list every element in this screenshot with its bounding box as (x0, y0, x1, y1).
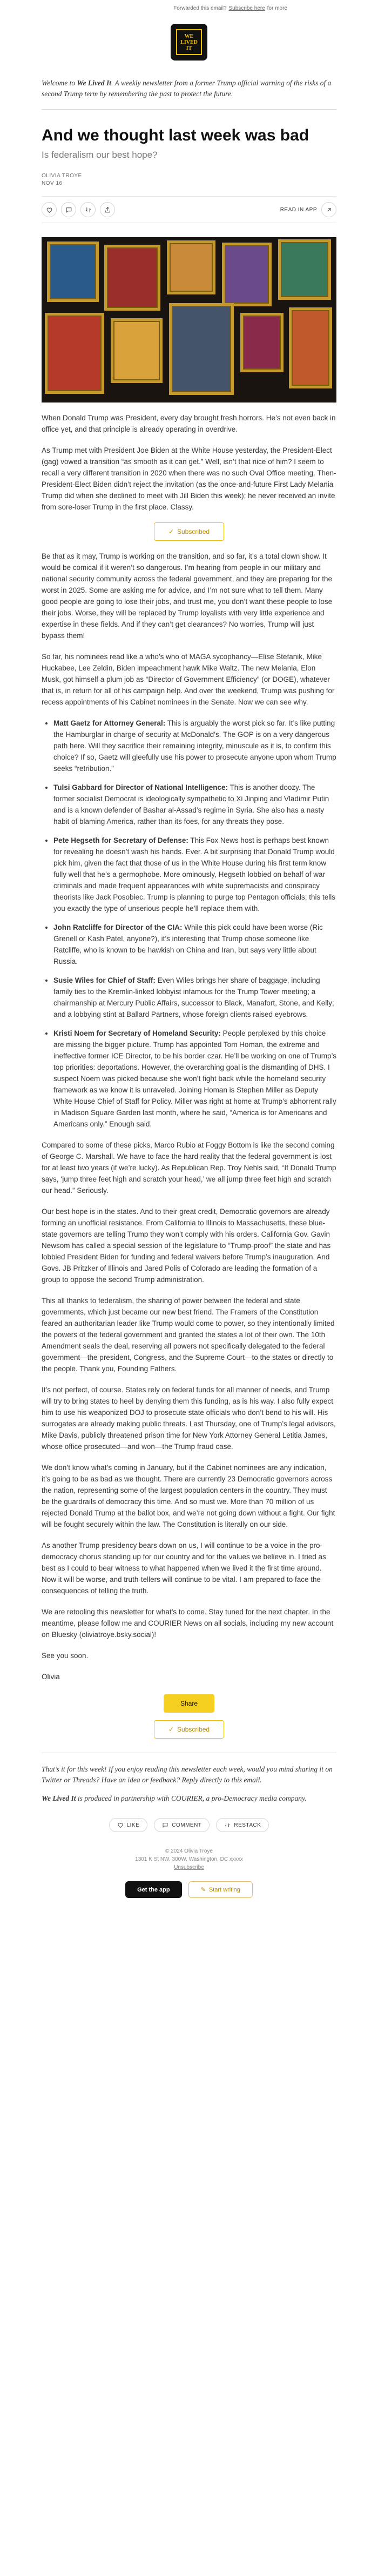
intro-brand: We Lived It (77, 79, 111, 87)
get-app-button[interactable] (125, 1881, 182, 1898)
portrait-frame (167, 240, 215, 294)
paragraph: Be that as it may, Trump is working on the transition, and so far, it’s a total clown show. It would be comical if it weren’t so dangerous. I’m hearing from people in our military and national security community across the federal government, and they are preparing for the worst in 2025. Some are asking me for advice, and I’m not sure what to tell them. Many good people are going to lose their jobs, and trust me, you don’t want these people to lose their jobs. Worse, they will be replaced by Trump loyalists with very little experience and expertise in these fields. And if they can’t get clearances? No worries, Trump will just bypass them! (42, 552, 333, 640)
signature: Olivia (42, 1673, 60, 1681)
list-item: • Tulsi Gabbard for Director of National Intelligence: This is another doozy. The former socialist Democrat is ideologically sympathetic to Xi Jinping and Vladimir Putin and is a known defender of Bashar al-Assad’s regime in Syria. She also has a nasty habit of blaming America, rather than its foes, for any threats they pose. (53, 782, 336, 827)
like-button[interactable] (42, 202, 57, 217)
paragraph: As another Trump presidency bears down on us, I will continue to be a voice in the pro-democracy chorus standing up for our country and for the values we believe in. I tried as best as I could to bear witness to what happened when we lived it the first time around. Now it will be worse, and truth-tellers will continue to be vital. I am prepared to face the consequences of telling the truth. (42, 1541, 326, 1595)
like-button-footer[interactable]: LIKE (109, 1818, 148, 1832)
outro-brand: We Lived It (42, 1794, 76, 1802)
comment-button[interactable] (61, 202, 76, 217)
address: 1301 K St NW, 300W, Washington, DC xxxxx (135, 1856, 243, 1862)
footer (42, 1847, 336, 1871)
paragraph: We are retooling this newsletter for what’s to come. Stay tuned for the next chapter. In the meantime, please follow me and COURIER News on all socials, including my new account on Bluesky (oliviatroye.bsky.social)! (42, 1608, 334, 1639)
share-cta-button[interactable] (164, 1694, 214, 1713)
post-subtitle: Is federalism our best hope? (42, 150, 158, 160)
outro-line: That’s it for this week! If you enjoy reading this newsletter each week, would you mind sharing it on Twitter or Threads? Have an idea or feedback? Reply directly to this email. (42, 1765, 333, 1784)
byline (42, 172, 336, 187)
portrait-frame (240, 313, 284, 372)
read-in-app[interactable] (280, 202, 336, 217)
share-cta-label: Share (180, 1700, 198, 1707)
comment-button-footer[interactable]: COMMENT (154, 1818, 210, 1832)
restack-button[interactable] (80, 202, 96, 217)
nominee-list (42, 717, 336, 1130)
paragraph: See you soon. (42, 1652, 89, 1660)
forward-text: Forwarded this email? (173, 5, 227, 11)
paragraph: When Donald Trump was President, every day brought fresh horrors. He’s not even back in office yet, and that principle is already operating in overdrive. (42, 414, 336, 433)
subscribed-button-bottom[interactable] (154, 1720, 224, 1739)
subscribed-label: Subscribed (177, 528, 210, 535)
start-writing-label: Start writing (208, 1886, 240, 1893)
app-row (42, 1881, 336, 1914)
nominee-name: Tulsi Gabbard for Director of National Intelligence: (53, 783, 228, 791)
paragraph: So far, his nominees read like a who’s who of MAGA sycophancy—Elise Stefanik, Mike Huckabee, Lee Zeldin, Biden impeachment hawk Mike Waltz. The new Melania, Elon Musk, got himself a plum job as “Director of Government Efficiency” (or DOGE), whatever that is, in return for all of his campaign help. And over the weekend, Trump was pushing for recess appointments of his Cabinet nominees in the Senate. Now we can see why. (42, 653, 335, 706)
paragraph: It’s not perfect, of course. States rely on federal funds for all manner of needs, and Trump will try to bring states to heel by denying them this funding, as is his way. I also fully expect him to use his weaponized DOJ to prosecute state officials who don’t bend to his will. His surrogates are already making public threats. Last Thursday, one of Trump’s legal advisors, Mike Davis, publicly threatened prison time for New York Attorney General Letitia James, whose office prosecuted—and won—the Trump fraud case. (42, 1386, 336, 1451)
paragraph: This all thanks to federalism, the sharing of power between the federal and state governments, which just became our new best friend. The Framers of the Constitution feared an authoritarian leader like Trump would come to power, so they intentionally limited the powers of the federal government and granted the states a lot of their own. The 10th Amendment seals the deal, reserving all powers not specifically delegated to the federal government—the president, Congress, and the Supreme Court—to the states or directly to the people. Thank you, Founding Fathers. (42, 1297, 335, 1373)
restack-icon (224, 1822, 231, 1828)
heart-icon (46, 206, 53, 213)
list-item: • Kristi Noem for Secretary of Homeland Security: People perplexed by this choice are missing the bigger picture. Trump has appointed Tom Homan, the extreme and ineffective former ICE Director, to be his border czar. He’ll be working on one of Trump’s top priorities: deportations. However, the overarching goal is the dismantling of DHS. I suspect Noem was picked because she won’t fight back while the homeland security framework as we know it is unraveled. Joining Homan is Stephen Miller as Deputy White House Chief of Staff for Policy. Miller was right at home at Trump’s abhorrent rally in Madison Square Garden last month, where he said, “America is for Americans and Americans only.” Enough said. (53, 1028, 336, 1130)
divider (42, 109, 336, 110)
portrait-frame (169, 303, 234, 395)
check-icon: ✓ (168, 1726, 174, 1733)
forward-suffix: for more (267, 5, 287, 11)
nominee-name: Matt Gaetz for Attorney General: (53, 719, 166, 727)
comment-icon (162, 1822, 168, 1828)
portrait-frame (45, 313, 104, 394)
portrait-frame (289, 307, 332, 388)
read-in-app-button[interactable] (321, 202, 336, 217)
list-item: • Susie Wiles for Chief of Staff: Even Wiles brings her share of baggage, including family ties to the Kremlin-linked lobbyist infamous for the Trump Tower meeting; a chairmanship at Mercury Public Affairs, successor to Black, Manafort, Stone, and Kelly; and a lobbying stint at Ballard Partners, whose foreign clients raised eyebrows. (53, 975, 336, 1020)
share-button[interactable] (100, 202, 115, 217)
paragraph: We don’t know what’s coming in January, but if the Cabinet nominees are any indication, it’s going to be as bad as we thought. There are currently 23 Democratic governors across the nation, representing some of the largest population centers in the country. They must be the guardrails of democracy this time. And so must we. More than 70 million of us rejected Donald Trump at the ballot box, and we’re not going down without a fight. Our fight will be fought securely within the law. The Constitution is literally on our side. (42, 1464, 335, 1528)
portrait-frame (278, 239, 331, 300)
author-name[interactable]: OLIVIA TROYE (42, 173, 82, 179)
post-actions (42, 196, 336, 223)
copyright: © 2024 Olivia Troye (165, 1848, 213, 1854)
nominee-name: Kristi Noem for Secretary of Homeland Security: (53, 1029, 221, 1037)
logo-mark: WE LIVED IT (176, 29, 202, 55)
nominee-name: Pete Hegseth for Secretary of Defense: (53, 836, 188, 844)
post-date: NOV 16 (42, 180, 63, 186)
portrait-frame (222, 243, 272, 306)
paragraph: Compared to some of these picks, Marco Rubio at Foggy Bottom is like the second coming of George C. Marshall. We have to face the hard reality that the federal government is lost for at least two years (if we’re lucky). As Republican Rep. Troy Nehls said, “If Donald Trump says, ‘jump three feet high and scratch your head,’ we all jump three feet high and scratch our head.” Seriously. (42, 1141, 336, 1195)
outro-credit: We Lived It is produced in partnership with COURIER, a pro-Democracy media company. (42, 1794, 307, 1802)
hero-image[interactable] (42, 237, 336, 403)
list-item: • Pete Hegseth for Secretary of Defense: This Fox News host is perhaps best known for revealing he doesn’t wash his hands. Ever. A bit surprising that Donald Trump would pick him, given the fact that those of us in the White House during his first term know fully well that he’s a germophobe. More ominously, Hegseth lobbied on behalf of war criminals and made frequent appearances with white supremacists and conspiracy theorists like Jack Posobiec. Trump is planning to purge top Pentagon officials; this tells you exactly the type of unserious people he’ll replace them with. (53, 835, 336, 914)
start-writing-button[interactable] (188, 1881, 253, 1898)
list-item: • John Ratcliffe for Director of the CIA: While this pick could have been worse (Ric Grenell or Kash Patel, anyone?), it’s interesting that Trump chose someone like Ratcliffe, who is known to be hawkish on China and Iran, but says very little about Russia. (53, 922, 336, 967)
post-title[interactable]: And we thought last week was bad (42, 126, 309, 144)
unsubscribe-link[interactable]: Unsubscribe (174, 1864, 204, 1870)
get-app-label: Get the app (137, 1886, 170, 1893)
pen-icon: ✎ (200, 1887, 206, 1893)
nominee-name: Susie Wiles for Chief of Staff: (53, 976, 156, 984)
restack-button-footer[interactable]: RESTACK (216, 1818, 269, 1832)
comment-icon (65, 206, 72, 213)
subscribed-button[interactable] (154, 522, 224, 541)
portrait-frame (111, 318, 163, 383)
outro-blurb (42, 1764, 336, 1804)
portrait-frame (47, 242, 99, 302)
heart-icon (117, 1822, 124, 1828)
read-in-app-label: READ IN APP (280, 206, 317, 213)
paragraph: Our best hope is in the states. And to their great credit, Democratic governors are already forming an unofficial resistance. From California to Illinois to Massachusetts, these blue-state governors are telling Trump they won’t comply with his orders. California Gov. Gavin Newsom has called a special session of the legislature to “Trump-proof” the state and has lobbied President Biden for funding and federal waivers before Trump’s inauguration. And Govs. JB Pritzker of Illinois and Jared Polis of Colorado are leading the formation of a group to oppose the second Trump administration. (42, 1208, 331, 1284)
share-icon (104, 206, 111, 213)
subscribe-link[interactable]: Subscribe here (228, 5, 265, 11)
portrait-frame (104, 245, 160, 311)
nominee-name: John Ratcliffe for Director of the CIA: (53, 923, 183, 931)
paragraph: As Trump met with President Joe Biden at the White House yesterday, the President-Elect (gag) vowed a transition “as smooth as it can get.” Well, isn’t that nice of him? I seem to recall a very different transition in 2020 when there was no such Oval Office meeting. Then-President-Elect Biden didn’t reject the invitation (as the once-and-future First Lady Melania Trump did when she declined to meet with Jill Biden this week); he never received an invite from sore-loser Trump in the first place. Classy. (42, 446, 336, 511)
check-icon: ✓ (168, 528, 174, 535)
engagement-bar (42, 1818, 336, 1832)
forward-bar (0, 0, 378, 16)
arrow-up-right-icon (326, 206, 333, 213)
publication-logo[interactable] (171, 24, 207, 61)
restack-icon (85, 206, 92, 213)
subscribed-label: Subscribed (177, 1726, 210, 1733)
intro-blurb: Welcome to We Lived It. A weekly newsletter from a former Trump official warning of the risks of a second Trump term by remembering the past to protect the future. (42, 79, 332, 98)
list-item: • Matt Gaetz for Attorney General: This is arguably the worst pick so far. It’s like putting the Hamburglar in charge of security at McDonald’s. The GOP is on a very dangerous path here. Will they sacrifice their remaining integrity, minuscule as it is, to confirm this choice? If so, Gaetz will gleefully use his power to prosecute anyone upon whom Trump seeks “retribution.” (53, 717, 336, 774)
